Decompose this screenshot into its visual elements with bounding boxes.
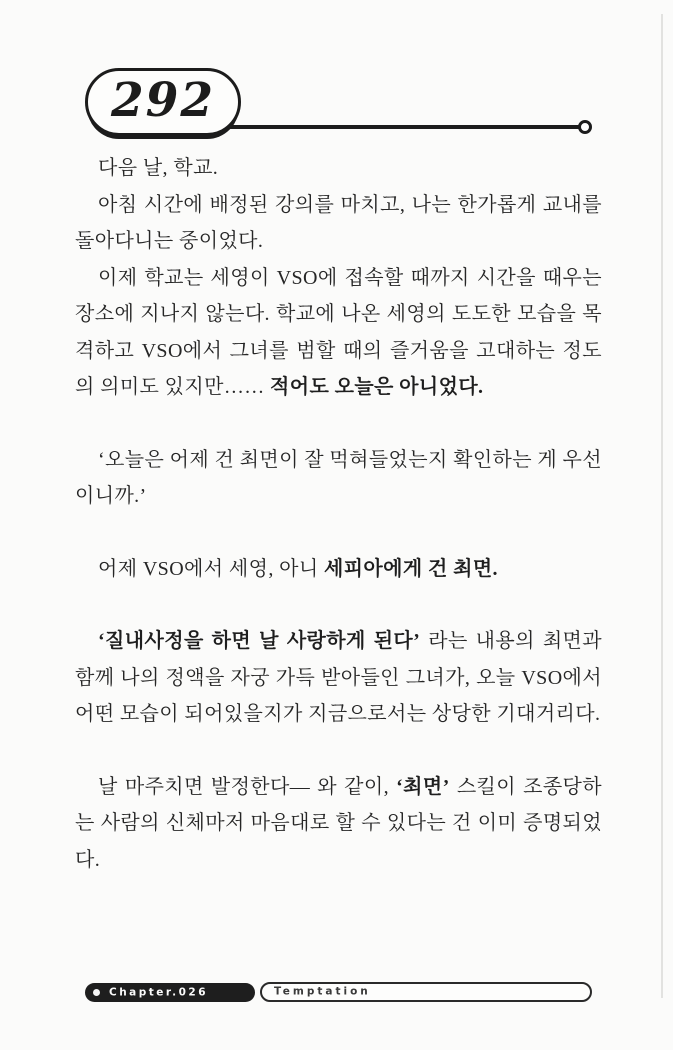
emphasis-text: 적어도 오늘은 아니었다.: [270, 376, 484, 398]
text-run: 이제 학교는 세영이 VSO에 접속할 때까지 시간을 때우는 장소에 지나지 않는다. 학교에 나온 세영의 도도한 모습을 목격하고 VSO에서 그녀를 범할 때의 즐거움을 고대하는 정도의 의미도 있지만……: [75, 266, 602, 398]
scanned-page-edge: [661, 14, 663, 998]
header-rule: [205, 125, 583, 129]
text-run: 아침 시간에 배정된 강의를 마치고, 나는 한가롭게 교내를 돌아다니는 중이었다.: [75, 193, 602, 252]
paragraph: [75, 187, 602, 260]
text-run: 다음 날, 학교.: [98, 157, 219, 179]
emphasis-text: ‘질내사정을 하면 날 사랑하게 된다’: [98, 630, 421, 652]
body-text: [75, 150, 602, 878]
text-run: 어제 VSO에서 세영, 아니: [98, 557, 324, 580]
page-number: 292: [110, 72, 216, 128]
text-run: 날 마주치면 발정한다— 와 같이,: [98, 775, 397, 798]
chapter-label: Chapter.026: [109, 986, 209, 998]
paragraph: [75, 442, 602, 515]
emphasis-text: 세피아에게 건 최면.: [323, 557, 498, 580]
paragraph: [75, 260, 602, 406]
book-title-label: Temptation: [274, 985, 371, 998]
book-title-badge: [260, 982, 592, 1002]
text-run: 라는 내용의 최면과 함께 나의 정액을 자궁 가득 받아들인 그녀가, 오늘 VSO에서 어떤 모습이 되어있을지가 지금으로서는 상당한 기대거리다.: [75, 630, 602, 725]
header-rule-end-ring-icon: [578, 120, 592, 134]
page-number-badge: [85, 68, 241, 136]
bullet-dot-icon: [93, 989, 100, 996]
paragraph: [75, 769, 602, 879]
text-run: ‘오늘은 어제 건 최면이 잘 먹혀들었는지 확인하는 게 우선이니까.’: [75, 448, 602, 507]
text-run: 스킬이 조종당하는 사람의 신체마저 마음대로 할 수 있다는 건 이미 증명되었다.: [75, 775, 602, 871]
emphasis-text: ‘최면’: [396, 775, 450, 798]
chapter-badge: [85, 983, 255, 1002]
paragraph: [75, 150, 602, 187]
paragraph: [75, 623, 602, 733]
paragraph: [75, 551, 602, 588]
